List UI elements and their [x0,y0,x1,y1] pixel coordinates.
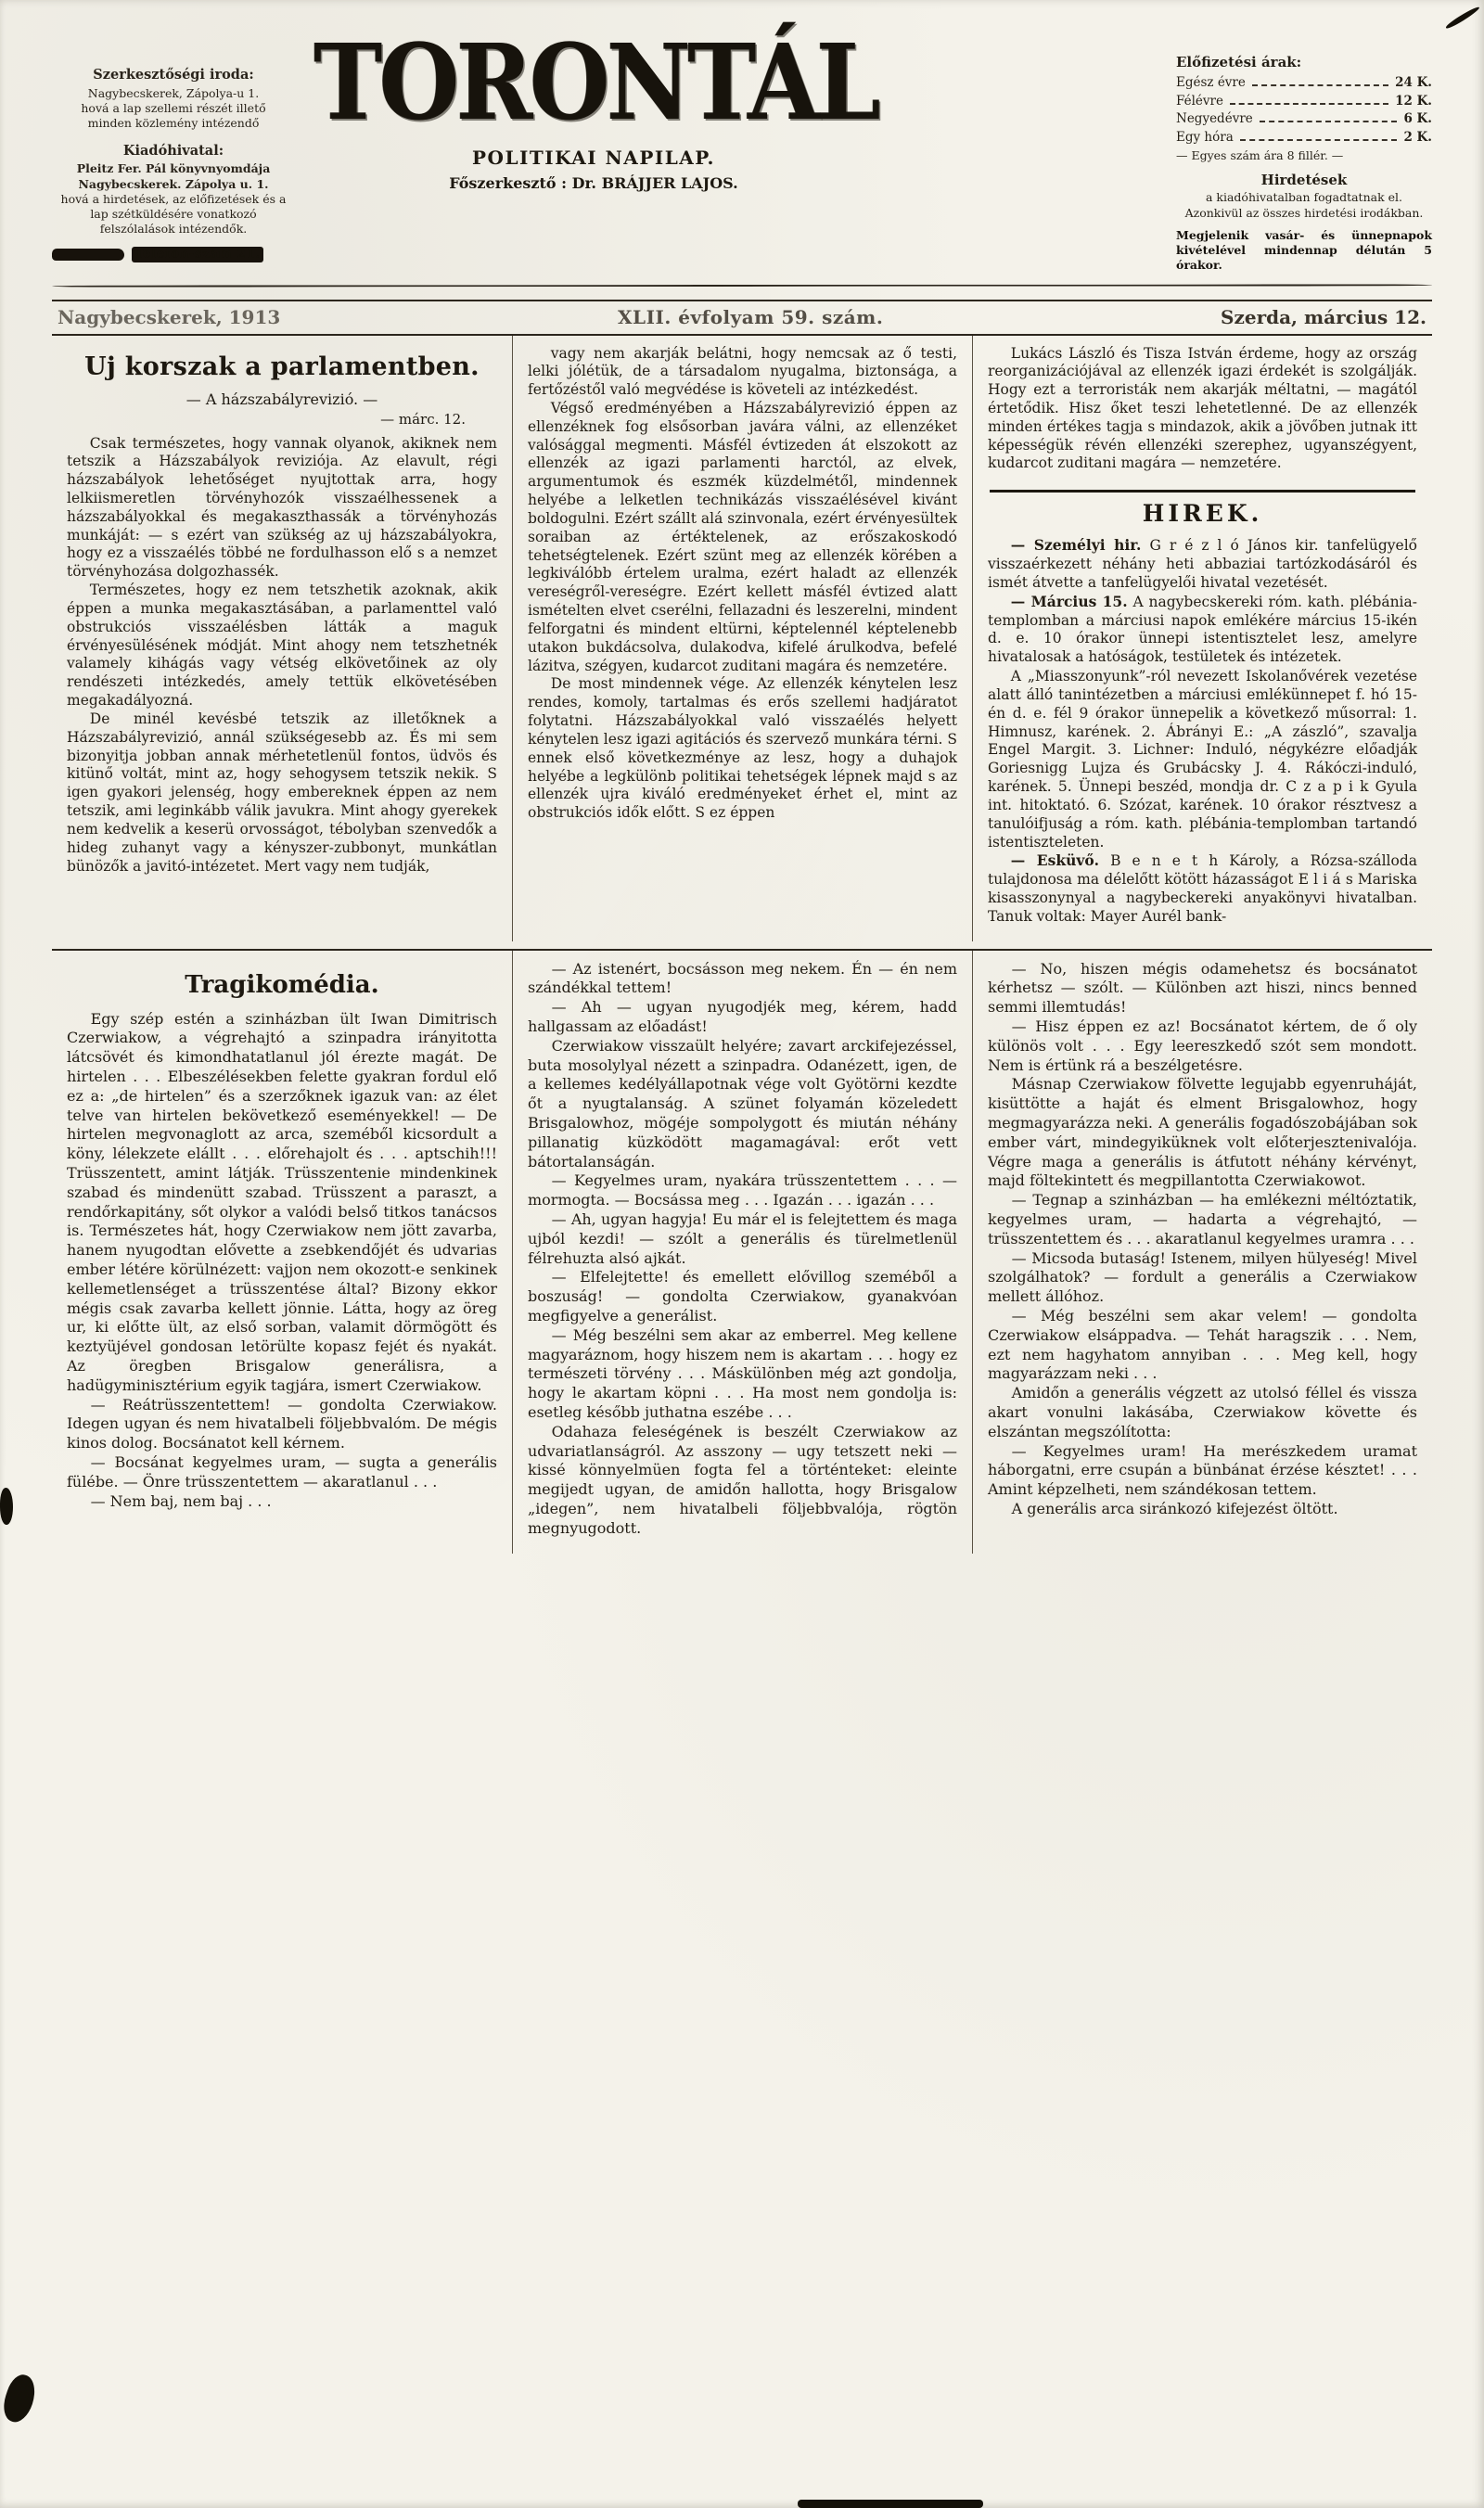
leader-line [1252,84,1388,86]
masthead [313,20,877,192]
editorial-office-box [52,28,295,262]
price-row [1176,129,1432,147]
upper-section [52,336,1432,941]
feuilleton-column-2 [512,951,972,1554]
price-row [1176,74,1432,93]
price-label: Félévre [1176,93,1223,109]
paragraph: — Kegyelmes uram, nyakára trüsszentettem . . . — mormogta. — Bocsássa meg . . . Igazán . . . igazán . . . [528,1171,957,1209]
paragraph: — Nem baj, nem baj . . . [90,1491,272,1510]
paragraph: Egy szép estén a szinházban ült Iwan Dimitrisch Czerwiakow, a végrehajtó a szinpadra irányitotta látcsövét és kimondhatatlanul jól érezte magát. De hirtelen . . . Elbeszélésekben felette gyakran fordul elő ez a: „de hirtelen” és a szerzőknek igazuk van: az élet telve van hirtelen bekövetkező eseményekkel! — De hirtelen megvonaglott az arca, szeméből kicsordult a köny, lélekzete elállt . . . előrehajolt és . . . aptschih!!! Trüsszentett, amint látják. Trüsszentenie mindenkinek szabad és mindenütt szabad. Trüsszent a paraszt, a rendőrkapitány, sőt olykor a valódi belső titkos tanácsos is. Természetes hát, hogy Czerwiakow nem jött zavarba, hanem nyugodtan elővette a zsebkendőjét és udvarias ember létére körülnézett: vajjon nem okozott-e senkinek kellemetlenséget a trüsszentése által? Bizony ekkor mégis csak zavarba kellett jönnie. Látta, hogy az öreg ur, ki előtte ült, az első sorban, valamit dörmögött és keztyüjével gondosan letörülte kopasz fejét és nyakát. Az öregben Brisgalow generálisra, a hadügyminisztérium egyik tagjára, ismert Czerwiakow. [67,1009,497,1394]
ads-text: a kiadóhivatalban fogadtatnak el. Azonkivül az összes hirdetési irodákban. [1184,190,1424,220]
column-3 [972,336,1432,941]
leader-line [1240,139,1398,141]
paragraph: — Ah, ugyan hagyja! Eu már el is felejtettem és maga ujból kezdi! — szólt a generális és türelmetlenül félrehuzta alsó ajkát. [528,1210,957,1267]
paragraph: — Ah — ugyan nyugodjék meg, kérem, hadd hallgassam az előadást! [528,998,957,1036]
news-item [988,851,1417,926]
article-text-col1 [67,435,497,877]
feuilleton-text-col1 [67,1010,497,1512]
article-text-col2 [528,345,957,824]
office-note-2: minden közlemény intézendő [87,116,260,131]
dateline-issue: XLII. évfolyam 59. szám. [618,305,884,328]
single-copy-price: — Egyes szám ára 8 fillér. — [1176,148,1344,163]
newspaper-subtitle: POLITIKAI NAPILAP. [472,147,715,169]
scan-artifact [0,2372,40,2426]
newspaper-title: TORONTÁL [313,20,877,144]
publisher-title: Kiadóhivatal: [122,142,224,159]
paragraph: — Még beszélni sem akar az emberrel. Meg kellene magyaráznom, hogy hiszem nem is akartam . . . hogy ez természeti törvény . . . Máskülönben még azt gondolja, hogy le akartam köpni . . . Ha most nem gondolja is: esetleg később juthatna eszébe . . . [528,1325,957,1422]
news-item-text: B e n e t h Károly, a Rózsa-szálloda tulajdonosa ma délelőtt kötött házasságot E l i á s Mariska kisasszonynyal a nagybeckereki anyakönyvi hivatalban. Tanuk voltak: Mayer Aurél bank- [988,852,1418,925]
paragraph: Végső eredményében a Házszabályrevizió éppen az ellenzéknek fog elsősorban javára válni, az ellenzéket valósággal megmenti. Másfél évtizeden át elszokott az ellenzék az igazi parlamenti harctól, az elvek, argumentumok és eszmék küzdelmétől, mindennek helyébe a lelketlen technikázás visszaélésével kivánt boldogulni. Ezért szállt alá szinvonala, ezért érvényesültek soraiban az értéktelenek, az erőszakoskodó tehetségtelenek. Ezért szünt meg az ellenzék körében a legkiválóbb értelem uralma, ezért haladt az ellenzék vereségről-vereségre. Ezért kellett másfél évtized alatt ismételten elvet cserélni, fellazadni és leszerelni, mindent felforgatni és mindent eltürni, képtelennél képtelenebb utakon bukdácsolva, dulakodva, kifelé árulkodva, befelé lázitva, szégyen, kudarcot zuditani magára és nemzetére. [528,399,957,674]
news-item-text: A „Miasszonyunk”-ról nevezett Iskolanővérek vezetése alatt álló tanintézetben a márciusi emlékünnepet f. hó 15-én d. e. fél 9 órakor ünnepelik a következő műsorral: 1. Himnusz, karének. 2. Ábrányi E.: „A zászló”, szavalja Engel Margit. 3. Lichner: Induló, négykézre előadják Goriesnigg Lujza és Grubácsky J. 4. Rákóczi-induló, karének. 5. Ünnepi beszéd, mondja dr. C z a p i k Gyula int. hitoktató. 6. Szózat, karének. 10 órakor résztvesz a tanulóifjuság a róm. kath. plébánia-templomban tartandó istentiszteleten. [988,668,1417,851]
price-value: 2 K. [1403,129,1432,145]
news-item-lead: — Esküvő. [1010,851,1100,870]
news-item-lead: — Március 15. [1010,592,1128,610]
paragraph: Odahaza feleségének is beszélt Czerwiakow az udvariatlanságról. Az asszony — ugy tetszett neki — kissé könnyelmüen fogta fel a történteket: eleinte megijedt ugyan, de amidőn hallotta, hogy Brisgalow „idegen”, nem hivatalbeli följebbvalója, rögtön megnyugodott. [528,1422,957,1537]
office-note-1: hová a lap szellemi részét illető [81,101,266,116]
feuilleton-title: Tragikomédia. [185,970,379,999]
price-label: Egy hóra [1176,129,1234,145]
price-value: 12 K. [1395,93,1432,109]
leader-line [1230,103,1388,105]
publication-schedule: Megjelenik vasár- és ünnepnapok kivételével mindennap délután 5 órakor. [1176,227,1432,273]
article-title: Uj korszak a parlamentben. [84,352,480,381]
news-item-text: G r é z l ó János kir. tanfelügyelő visszaérkezett néhány heti abbaziai tartózkodásáról és ismét átvette a tanfelügyelői hivatal vezetését. [988,537,1417,591]
feuilleton-text-col3 [988,960,1417,1519]
dateline-bar [52,300,1432,336]
chief-editor-line: Főszerkesztő : Dr. BRÁJJER LAJOS. [449,174,738,192]
paragraph: vagy nem akarják belátni, hogy nemcsak az ő testi, lelki jólétük, de a társadalom nyugalma, biztonsága, a fertőzéstől való megvédése is követeli az intézkedést. [528,344,957,399]
ads-title: Hirdetések [1260,172,1348,189]
article-text-col3 [988,345,1417,474]
feuilleton-column-3 [972,951,1432,1554]
column-2 [512,336,972,941]
news-item [988,667,1417,851]
dateline-date: Szerda, március 12. [1221,305,1426,328]
paragraph: — Még beszélni sem akar velem! — gondolta Czerwiakow elsáppadva. — Tehát haragszik . . . Nem, ezt nem hagyhatom annyiban . . . Meg kell, hogy magyarázzam neki . . . [988,1307,1417,1383]
news-list [988,536,1417,926]
price-row [1176,110,1432,129]
phone-line [52,247,295,263]
price-row [1176,93,1432,111]
news-item [988,536,1417,592]
leader-line [1260,121,1398,122]
scan-artifact [798,2500,983,2508]
paragraph: — Az istenért, bocsásson meg nekem. Én — én nem szándékkal tettem! [528,959,957,997]
paragraph: Lukács László és Tisza István érdeme, hogy az ország reorganizációjával az ellenzék igazi érdekét is szolgálják. Hogy ezt a terroristák nem akarják méltatni, — magától értetődik. Hisz őket teszi lehetetlenné. De az ellenzék minden értékes tagja s mindazok, akik a jövőben jutnak itt képességük révén ellenzéki szerephez, ugyanszégyent, kudarcot zuditani magára — nemzetére. [988,344,1417,472]
paragraph: — Kegyelmes uram! Ha merészkedem uramat háborgatni, erre csupán a bünbánat érzése késztet! . . . Amint képzelheti, nem szándékosan tettem. [988,1441,1417,1499]
subscription-box [1176,28,1432,274]
paragraph: Természetes, hogy ez nem tetszhetik azoknak, akik éppen a munka megakasztásában, a parlamenttel való obstrukciós visszaélésben látták a maguk érvényesülésének módját. Mint ahogy nem tetszhetnék valamely kihágás vagy vétség elkövetőinek az oly rendészeti intézkedés, amely tettük elkövetésében megakadályozná. [67,582,497,710]
ink-blot [52,249,124,261]
paragraph: Csak természetes, hogy vannak olyanok, akiknek nem tetszik a Házszabályok reviziója. Az elavult, régi házszabályok lehetőséget nyujtottak arra, hogy lelkiismeretlen törvényhozók visszaélhessenek a házszabályokkal és megakaszthassák a törvényhozás munkáját: — s ezért van szükség az uj házszabályokra, hogy ez a visszaélés többé ne fordulhasson elő s a nemzet törvényhozása dolgozhassék. [67,434,497,581]
price-value: 6 K. [1403,111,1432,127]
dateline-place: Nagybecskerek, 1913 [58,305,281,328]
price-value: 24 K. [1395,75,1432,90]
feuilleton-text-col2 [528,960,957,1539]
scan-artifact [1445,5,1481,30]
column-1 [52,336,512,941]
paragraph: De most mindennek vége. Az ellenzék kénytelen lesz rendes, komoly, tartalmas és erős szellemi hadjáratot folytatni. Házszabályokkal való visszaélés helyett kénytelen lesz igazi agitációs és szervező munkára térni. S ennek első következménye az lesz, hogy a duhajok helyébe a legkülönb politikai tehetségek lépnek majd s az ellenzék ujra kiváló eredményeket érhet el, mint az obstrukciós idők előtt. S ez éppen [528,675,957,822]
news-item [988,593,1417,667]
paragraph: A generális arca siránkozó kifejezést öltött. [1011,1500,1338,1517]
feuilleton-column-1 [52,951,512,1554]
publisher-address: Nagybecskerek. Zápolya u. 1. [78,176,269,191]
paragraph: Amidőn a generális végzett az utolsó féllel és vissza akart vonulni lakásába, Czerwiakow követte és elszántan megszólította: [988,1384,1417,1440]
paragraph: — Tegnap a szinházban — ha emlékezni méltóztatik, kegyelmes uram, — hadarta a végrehajtó, — trüsszentettem és . . . akaratlanul kegyelmes uramra . . . [988,1191,1417,1248]
paragraph: — Elfelejtette! és emellett elővillog szeméből a boszuság! — gondolta Czerwiakow, gyanakvóan megfigyelve a generálist. [528,1268,957,1325]
news-item-lead: — Személyi hir. [1010,536,1142,555]
publisher-note: hová a hirdetések, az előfizetések és a lap szétküldésére vonatkozó felszólalások intézendők. [60,191,287,237]
spacer [52,132,295,143]
price-label: Egész évre [1176,75,1246,90]
news-section-title: HIREK. [990,490,1415,527]
office-address: Nagybecskerek, Zápolya-u 1. [87,85,260,100]
paragraph: — Bocsánat kegyelmes uram, — sugta a generális fülébe. — Önre trüsszentettem — akaratlanul . . . [67,1453,497,1491]
paragraph: — No, hiszen mégis odamehetsz és bocsánatot kérhetsz — szólt. — Különben azt hiszi, nincs benned semmi illemtudás! [988,959,1417,1017]
article-date: — márc. 12. [380,410,466,428]
news-item-text: A nagybecskereki róm. kath. plébánia-templomban a márciusi napok emlékére március 15-ikén d. e. 10 órakor ünnepi istentisztelet lesz, amelyre hivatalosak a hatóságok, testületek és intézetek. [988,593,1417,666]
publisher-name: Pleitz Fer. Pál könyvnyomdája [76,161,271,176]
paragraph: — Reátrüsszentettem! — gondolta Czerwiakow. Idegen ugyan és nem hivatalbeli följebbvalóm. De mégis kinos dolog. Bocsánatot kell kérnem. [67,1395,497,1452]
paragraph: Czerwiakow visszaült helyére; zavart arckifejezéssel, buta mosolylyal nézett a szinpadra. Odanézett, igen, de a kellemes kedélyállapotnak vége volt Gyötörni kezdte őt a nyugtalanság. A szünet folyamán közeledett Brisgalowhoz, mögéje sompolygott és miután néhány pillanatig küzködött magamagával: erőt vett bátortalanságán. [528,1036,957,1171]
scan-artifact [0,1488,13,1525]
office-title: Szerkesztőségi iroda: [93,67,254,83]
article-subtitle: — A házszabályrevizió. — [186,390,378,408]
prices-title: Előfizetési árak: [1176,54,1302,70]
paragraph: — Micsoda butaság! Istenem, milyen hülyeség! Mivel szolgálhatok? — fordult a generális a Czerwiakow mellett állóhoz. [988,1248,1417,1306]
phone-number: Telefon-szám 21. [132,247,263,263]
price-label: Negyedévre [1176,111,1253,127]
paragraph: — Hisz éppen ez az! Bocsánatot kértem, de ő oly különös volt . . . Egy leereszkedő szót sem mondott. Nem is értünk rá a beszélgetésre. [988,1017,1417,1074]
lower-section [52,951,1432,1554]
paragraph: De minél kevésbé tetszik az illetőknek a Házszabályrevizió, annál szükségesebb az. És mi sem bizonyitja jobban annak mérhetetlenül fontos, üdvös és kitünő voltát, mint az, hogy sehogysem tetszik nekik. S igen gyakori jelenség, hogy embereknek éppen az nem tetszik, ami leginkább válik javukra. Mint ahogy gyerekek nem kedvelik a keserü orvosságot, tébolyban szenvedők a hideg zuhanyt vagy a kényszer-zubbonyt, munkátlan bünözők a javitó-intézetet. Mert vagy nem tudják, [67,710,497,875]
masthead-row [52,20,1432,274]
paragraph: Másnap Czerwiakow fölvette legujabb egyenruháját, kisüttötte a haját és elment Brisgalowhoz, hogy megmagyarázza neki. A generális fogadószobájában sok ember várt, mindegyiküknek volt előterjesztenivalója. Végre maga a generális is átfutott néhány kérvényt, majd föltekintett és megpillantotta Czerwiakowot. [988,1075,1417,1190]
header-divider [52,284,1432,287]
